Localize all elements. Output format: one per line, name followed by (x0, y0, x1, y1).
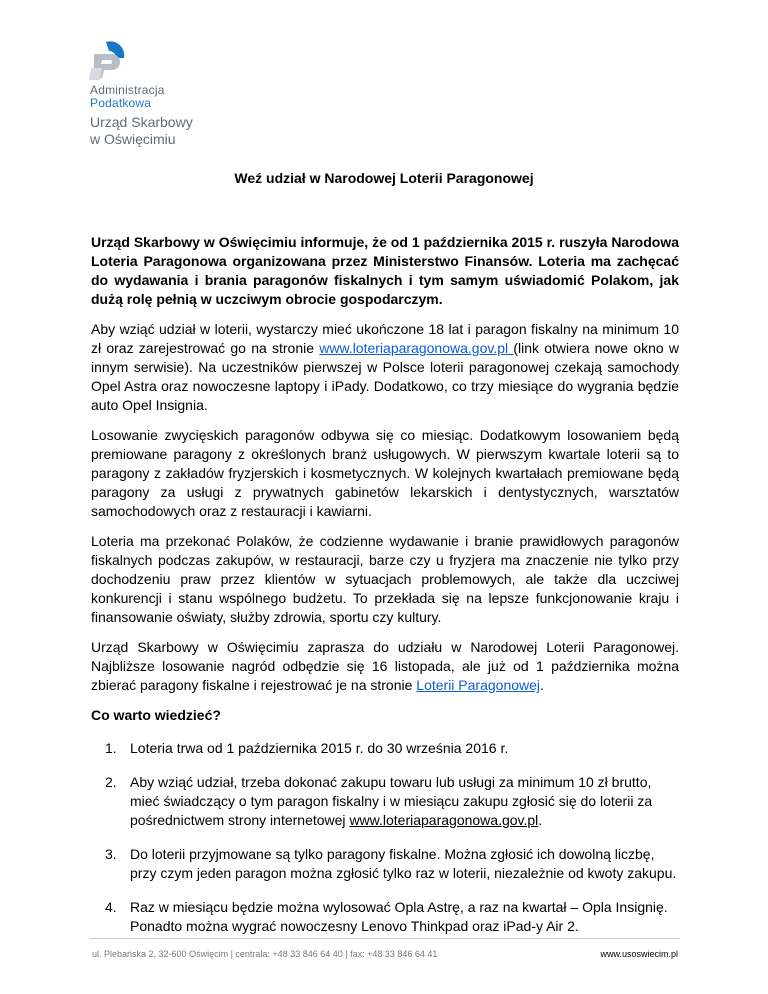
paragraph-text: Aby wziąć udział w loterii, wystarczy mieć ukończone 18 lat i paragon fiskalny na minimum 10 zł oraz zarejestrować go na stronie (91, 321, 679, 356)
list-number: 2. (105, 774, 117, 790)
paragraph-text: (link otwiera nowe okno w innym serwisie). Na uczestników pierwszej w Polsce loterii paragonowej czekają samochody Opel Astra oraz nowoczesne laptopy i iPady. Dodatkowo, co trzy miesiące do wygrania będzie auto Opel Insignia. (91, 340, 679, 413)
paragraph-invitation (91, 638, 679, 695)
list-item (105, 739, 679, 758)
office-name-line1: Urząd Skarbowy (90, 114, 193, 130)
facts-list (91, 739, 679, 936)
lottery-page-link[interactable]: Loterii Paragonowej (416, 677, 541, 693)
list-number: 4. (105, 899, 117, 915)
list-number: 1. (105, 740, 117, 756)
org-name-line1: Administracja (90, 83, 165, 97)
org-name-line2: Podatkowa (90, 96, 152, 110)
list-text: Raz w miesiącu będzie można wylosować Opla Astrę, a raz na kwartał – Opla Insignię. Ponadto można wygrać nowoczesny Lenovo Thinkpad oraz iPad-y Air 2. (130, 899, 668, 934)
section-heading: Co warto wiedzieć? (91, 707, 221, 723)
lottery-website-link[interactable]: www.loteriaparagonowa.gov.pl (349, 812, 539, 828)
office-name-line2: w Oświęcimiu (90, 131, 176, 147)
list-text: Loteria trwa od 1 października 2015 r. do 30 września 2016 r. (130, 740, 509, 756)
list-item (105, 773, 679, 830)
article-body (91, 233, 679, 951)
list-text: . (538, 812, 543, 828)
list-item (105, 845, 679, 883)
lead-paragraph: Urząd Skarbowy w Oświęcimiu informuje, że od 1 października 2015 r. ruszyła Narodowa Loteria Paragonowa organizowana przez Ministerstwo Finansów. Loteria ma zachęcać do wydawania i brania paragonów fiskalnych i tym samym uświadomić Polakom, jak dużą rolę pełnią w uczciwym obrocie gospodarczym. (91, 234, 679, 307)
list-text: Aby wziąć udział, trzeba dokonać zakupu towaru lub usługi za minimum 10 zł brutto, mieć świadczący o tym paragon fiskalny i w miesiącu zakupu zgłosić się do loterii za pośrednictwem strony internetowej (130, 774, 653, 828)
paragraph-text: . (540, 677, 544, 693)
list-text: Do loterii przyjmowane są tylko paragony fiskalne. Można zgłosić ich dowolną liczbę, przy czym jeden paragon można zgłosić tylko raz w loterii, niezależnie od kwoty zakupu. (130, 846, 677, 881)
page-title: Weź udział w Narodowej Loterii Paragonowej (234, 170, 534, 186)
footer-divider (90, 938, 680, 939)
paragraph-draws: Losowanie zwycięskich paragonów odbywa się co miesiąc. Dodatkowym losowaniem będą premiowane paragony z określonych branż usługowych. W pierwszym kwartale loterii są to paragony z zakładów fryzjerskich i kosmetycznych. W kolejnych kwartałach premiowane będą paragony za usługi z prywatnych gabinetów lekarskich i dentystycznych, warsztatów samochodowych oraz z restauracji i kawiarni. (91, 427, 679, 519)
list-number: 3. (105, 846, 117, 862)
paragraph-text: Urząd Skarbowy w Oświęcimiu zaprasza do udziału w Narodowej Loterii Paragonowej. Najbliższe losowanie nagród odbędzie się 16 listopada, ale już od 1 października można zbierać paragony fiskalne i rejestrować je na stronie (91, 639, 679, 693)
paragraph-participation (91, 320, 679, 415)
list-item (105, 898, 679, 936)
footer-address: ul. Plebańska 2, 32-600 Oświęcim | centrala: +48 33 846 64 40 | fax: +48 33 846 64 41 (92, 949, 438, 959)
footer-website: www.usoswiecim.pl (600, 949, 678, 959)
paragraph-purpose: Loteria ma przekonać Polaków, że codzienne wydawanie i branie prawidłowych paragonów fiskalnych podczas zakupów, w restauracji, barze czy u fryzjera ma znaczenie nie tylko przy dochodzeniu praw przez klientów w sytuacjach problemowych, ale także dla uczciwej konkurencji i stanu wspólnego budżetu. To przekłada się na lepsze funkcjonowanie kraju i finansowanie oświaty, służby zdrowia, sportu czy kultury. (91, 533, 679, 625)
office-name (90, 114, 193, 148)
administracja-podatkowa-logo (88, 40, 128, 86)
lottery-website-link[interactable]: www.loteriaparagonowa.gov.pl (319, 340, 514, 356)
